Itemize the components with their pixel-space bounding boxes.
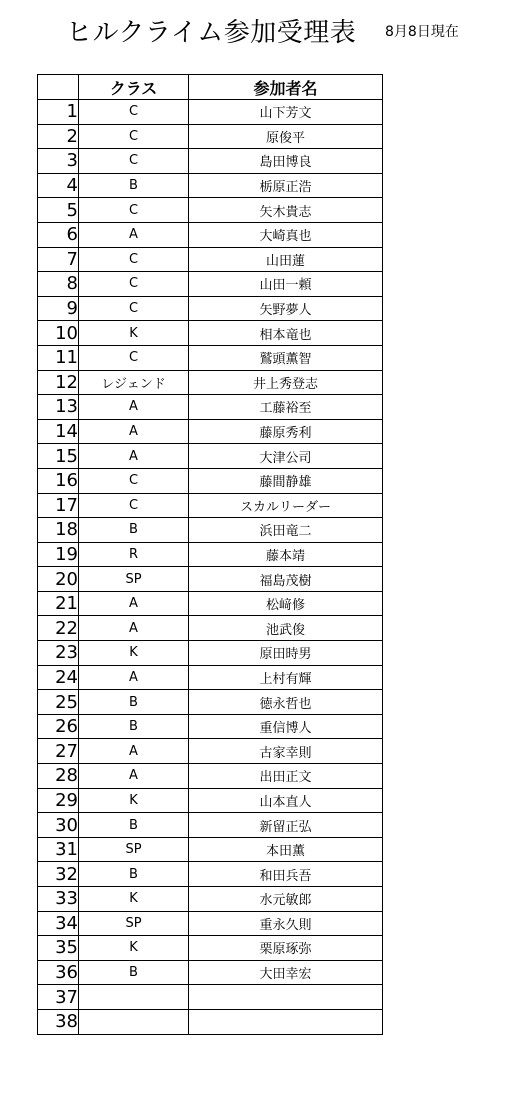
row-participant-name: 本田薫	[189, 837, 383, 862]
row-number: 18	[38, 518, 79, 543]
row-class: A	[79, 764, 189, 789]
row-class: C	[79, 345, 189, 370]
row-number: 32	[38, 862, 79, 887]
table-body	[38, 100, 383, 1035]
row-number: 19	[38, 542, 79, 567]
row-class: A	[79, 444, 189, 469]
row-class: A	[79, 665, 189, 690]
row-number: 10	[38, 321, 79, 346]
row-participant-name: 藤本靖	[189, 542, 383, 567]
row-number: 11	[38, 345, 79, 370]
row-participant-name: 栃原正浩	[189, 173, 383, 198]
header-participant-name: 参加者名	[189, 75, 383, 100]
table-row	[38, 616, 383, 641]
row-number: 21	[38, 591, 79, 616]
row-class: A	[79, 395, 189, 420]
row-number: 24	[38, 665, 79, 690]
table-row	[38, 936, 383, 961]
row-participant-name: 山田蓮	[189, 247, 383, 272]
row-number: 36	[38, 960, 79, 985]
row-number: 5	[38, 198, 79, 223]
row-class: C	[79, 124, 189, 149]
row-number: 15	[38, 444, 79, 469]
row-number: 29	[38, 788, 79, 813]
row-number: 22	[38, 616, 79, 641]
row-number: 9	[38, 296, 79, 321]
row-number: 8	[38, 272, 79, 297]
row-participant-name: 徳永哲也	[189, 690, 383, 715]
header-number	[38, 75, 79, 100]
row-class: A	[79, 222, 189, 247]
table-row	[38, 665, 383, 690]
row-participant-name: 原田時男	[189, 641, 383, 666]
table-row	[38, 788, 383, 813]
row-number: 25	[38, 690, 79, 715]
row-class	[79, 1009, 189, 1034]
row-class: B	[79, 960, 189, 985]
row-participant-name	[189, 985, 383, 1010]
row-class: B	[79, 862, 189, 887]
table-row	[38, 493, 383, 518]
row-participant-name: 山本直人	[189, 788, 383, 813]
row-participant-name: 松﨑修	[189, 591, 383, 616]
row-class: B	[79, 813, 189, 838]
row-participant-name: 大崎真也	[189, 222, 383, 247]
row-class: A	[79, 739, 189, 764]
row-number: 1	[38, 100, 79, 125]
table-row	[38, 764, 383, 789]
row-class: B	[79, 518, 189, 543]
table-row	[38, 739, 383, 764]
table-row	[38, 345, 383, 370]
participant-table	[37, 74, 383, 1035]
row-number: 3	[38, 149, 79, 174]
table-row	[38, 100, 383, 125]
row-participant-name: 池武俊	[189, 616, 383, 641]
table-row	[38, 714, 383, 739]
row-number: 17	[38, 493, 79, 518]
row-participant-name: 水元敏郎	[189, 887, 383, 912]
row-number: 34	[38, 911, 79, 936]
table-row	[38, 296, 383, 321]
row-participant-name: 新留正弘	[189, 813, 383, 838]
row-class: レジェンド	[79, 370, 189, 395]
row-class: A	[79, 591, 189, 616]
row-participant-name: 藤原秀利	[189, 419, 383, 444]
table-row	[38, 542, 383, 567]
row-class: B	[79, 173, 189, 198]
row-class: SP	[79, 567, 189, 592]
table-row	[38, 173, 383, 198]
row-participant-name: 工藤裕至	[189, 395, 383, 420]
header-class: クラス	[79, 75, 189, 100]
table-row	[38, 419, 383, 444]
row-number: 2	[38, 124, 79, 149]
table-row	[38, 395, 383, 420]
row-number: 14	[38, 419, 79, 444]
row-participant-name: 古家幸則	[189, 739, 383, 764]
row-participant-name	[189, 1009, 383, 1034]
row-number: 28	[38, 764, 79, 789]
table-row	[38, 960, 383, 985]
row-participant-name: 矢木貴志	[189, 198, 383, 223]
row-participant-name: 原俊平	[189, 124, 383, 149]
row-class: SP	[79, 837, 189, 862]
table-row	[38, 124, 383, 149]
row-number: 33	[38, 887, 79, 912]
row-participant-name: 藤間静雄	[189, 468, 383, 493]
row-class: C	[79, 493, 189, 518]
row-participant-name: 福島茂樹	[189, 567, 383, 592]
row-participant-name: 和田兵吾	[189, 862, 383, 887]
table-row	[38, 198, 383, 223]
table-row	[38, 321, 383, 346]
table-row	[38, 518, 383, 543]
row-participant-name: 山下芳文	[189, 100, 383, 125]
row-class: C	[79, 272, 189, 297]
row-number: 7	[38, 247, 79, 272]
row-class: K	[79, 321, 189, 346]
row-number: 23	[38, 641, 79, 666]
row-participant-name: スカルリーダー	[189, 493, 383, 518]
row-number: 35	[38, 936, 79, 961]
row-class: C	[79, 149, 189, 174]
row-class: C	[79, 468, 189, 493]
table-row	[38, 813, 383, 838]
row-number: 4	[38, 173, 79, 198]
row-class: SP	[79, 911, 189, 936]
row-number: 12	[38, 370, 79, 395]
table-row	[38, 272, 383, 297]
row-class: K	[79, 936, 189, 961]
table-row	[38, 911, 383, 936]
table-row	[38, 837, 383, 862]
row-class: C	[79, 198, 189, 223]
row-participant-name: 重永久則	[189, 911, 383, 936]
table-row	[38, 370, 383, 395]
table-row	[38, 247, 383, 272]
row-number: 26	[38, 714, 79, 739]
row-number: 38	[38, 1009, 79, 1034]
row-participant-name: 栗原琢弥	[189, 936, 383, 961]
row-class: C	[79, 296, 189, 321]
row-number: 20	[38, 567, 79, 592]
row-participant-name: 大津公司	[189, 444, 383, 469]
row-participant-name: 相本竜也	[189, 321, 383, 346]
row-participant-name: 鷲頭薫智	[189, 345, 383, 370]
table-header-row	[38, 75, 383, 100]
row-class: B	[79, 714, 189, 739]
row-class: R	[79, 542, 189, 567]
row-class: K	[79, 641, 189, 666]
row-class: B	[79, 690, 189, 715]
row-class: A	[79, 616, 189, 641]
row-number: 37	[38, 985, 79, 1010]
table-row	[38, 887, 383, 912]
as-of-date: 8月8日現在	[385, 24, 459, 40]
row-participant-name: 大田幸宏	[189, 960, 383, 985]
row-class: C	[79, 100, 189, 125]
table-row	[38, 641, 383, 666]
row-class: K	[79, 788, 189, 813]
row-number: 6	[38, 222, 79, 247]
row-class: A	[79, 419, 189, 444]
row-participant-name: 矢野夢人	[189, 296, 383, 321]
table-row	[38, 1009, 383, 1034]
row-number: 13	[38, 395, 79, 420]
table-row	[38, 591, 383, 616]
row-participant-name: 上村有輝	[189, 665, 383, 690]
table-row	[38, 690, 383, 715]
row-participant-name: 山田一頼	[189, 272, 383, 297]
row-class: C	[79, 247, 189, 272]
table-row	[38, 149, 383, 174]
table-row	[38, 985, 383, 1010]
row-number: 31	[38, 837, 79, 862]
page-title: ヒルクライム参加受理表	[66, 18, 357, 48]
row-participant-name: 浜田竜二	[189, 518, 383, 543]
row-number: 27	[38, 739, 79, 764]
table-row	[38, 444, 383, 469]
table-row	[38, 862, 383, 887]
row-number: 16	[38, 468, 79, 493]
row-class: K	[79, 887, 189, 912]
row-participant-name: 島田博良	[189, 149, 383, 174]
row-class	[79, 985, 189, 1010]
row-participant-name: 井上秀登志	[189, 370, 383, 395]
table-row	[38, 468, 383, 493]
table-row	[38, 222, 383, 247]
row-participant-name: 重信博人	[189, 714, 383, 739]
table-row	[38, 567, 383, 592]
row-participant-name: 出田正文	[189, 764, 383, 789]
row-number: 30	[38, 813, 79, 838]
